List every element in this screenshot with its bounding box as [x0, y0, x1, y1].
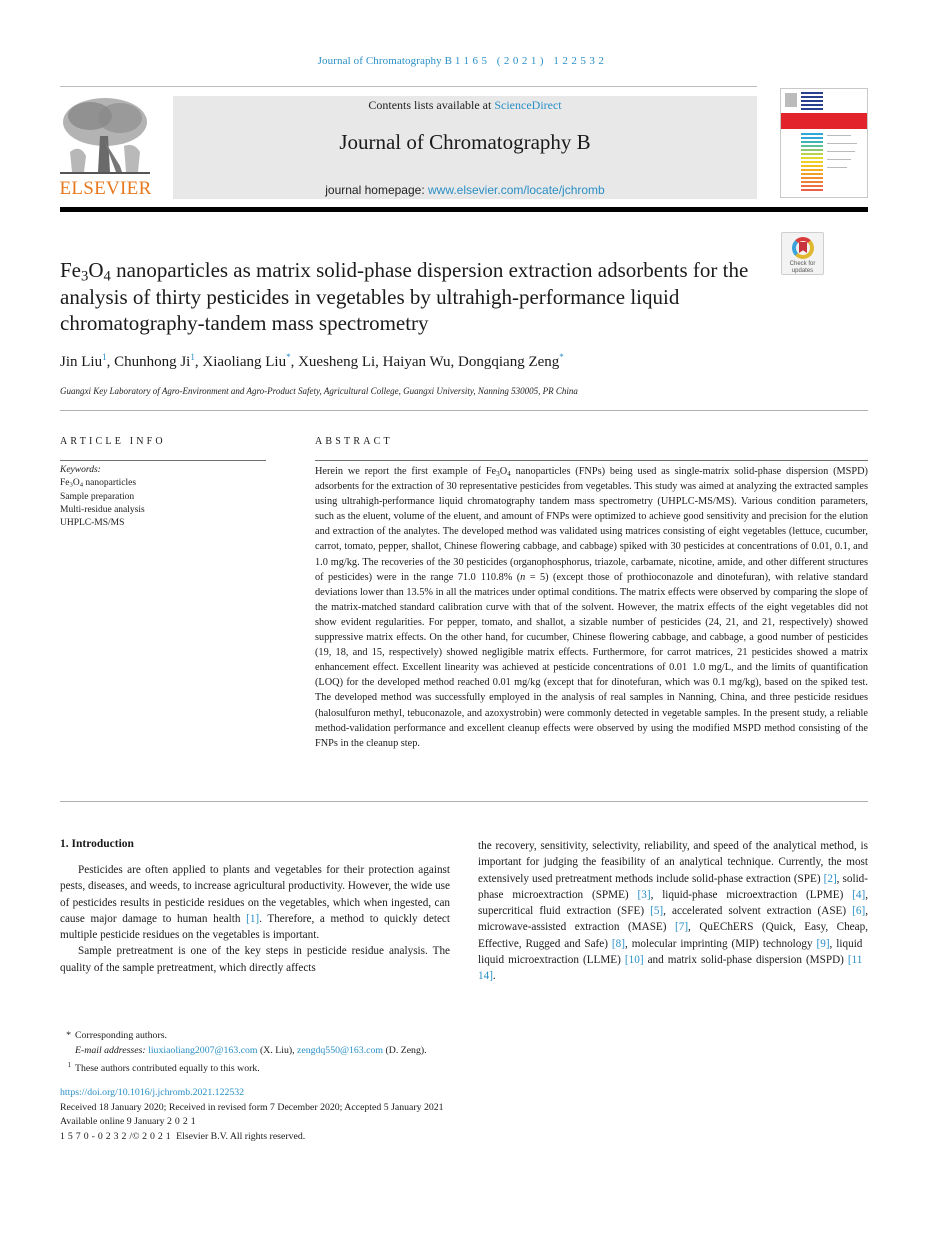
article-title: $Fe_3O_4$ nanoparticles as matrix solid-phase dispersion extraction adsorbents for the analysis of thirty pesticides in vegetables by ultrahigh-performance liquid chromatography-tandem mass spectrometry	[60, 258, 749, 335]
article-info-heading: ARTICLE INFO	[60, 436, 166, 447]
journal-title: Journal of Chromatography B	[339, 130, 591, 154]
check-for-updates-button[interactable]	[781, 232, 824, 275]
journal-cover-thumbnail[interactable]	[780, 88, 868, 198]
paragraph: Pesticides are often applied to plants and vegetables for their protection against pests, diseases, and weeds, to increase agricultural productivity. However, the wide use of pesticides results in pesticide residues on the vegetables, which when ingested, can cause major damage to human health [1]. Therefore, a method to quickly detect multiple pesticide residues on the vegetables is important.	[60, 864, 450, 942]
copyright: 1570-0232/© 2021 Elsevier B.V. All rights reserved.	[60, 1130, 306, 1142]
header-top-divider	[60, 86, 757, 87]
publisher-name: ELSEVIER	[59, 178, 152, 199]
email-link[interactable]: zengdq550@163.com	[297, 1044, 384, 1056]
affiliation: Guangxi Key Laboratory of Agro-Environment and Agro-Product Safety, Agricultural College, Guangxi University, Nanning 530005, PR China	[60, 386, 578, 396]
section-heading-introduction: 1. Introduction	[60, 838, 134, 850]
corresponding-footnote: * Corresponding authors.	[66, 1030, 167, 1041]
reference-link[interactable]: [6]	[852, 905, 866, 918]
author[interactable]: Xuesheng Li	[298, 354, 376, 370]
doi-link[interactable]: https://doi.org/10.1016/j.jchromb.2021.122532	[60, 1087, 245, 1098]
equal-contribution-footnote: 1 These authors contributed equally to this work.	[67, 1061, 260, 1074]
abstract-text: Herein we report the first example of $Fe_3O_4$ nanoparticles (FNPs) being used as single-matrix solid-phase dispersion (MSPD) adsorbents for the extraction of 30 representative pesticides from vegetables. This study was aimed at analyzing the extracted samples using ultrahigh-performance liquid chromatography tandem mass spectrometry (UHPLC-MS/MS). Various condition parameters, such as the eluent, volume of the eluent, and amount of FNPs were optimized to achieve good sensitivity and precision for the elution and extraction of the analytes. The developed method was validated using matrices consisting of eight vegetables (lettuce, cucumber, carrot, tomato, pepper, shallot, Chinese flowering cabbage, and cabbage) spiked with 30 pesticides at concentrations of 0.01, 0.1, and 1.0 mg/kg. The recoveries of the 30 pesticides (organophosphorus, triazole, carbamate, nicotine, amide, and other different structures of pesticides) were in the range 71.0 110.8% (n = 5) (except those of prothioconazole and dinotefuran), with relative standard deviations lower than 13.5% in all the matrices under optimal conditions. The matrix effects were observed by comparing the slope of the matrix-matched standard calibration curve with that of the solvent. However, the matrix effects of the eight vegetables did not show evident regularities. For pepper, tomato, and shallot, a sizable number of pesticides (24, 21, and 21, respectively) showed suppressive matrix effects. On the other hand, for cucumber, Chinese flowering cabbage, and cabbage, a good number of pesticides (19, 18, and 15, respectively) showed negligible matrix effects. Furthermore, for carrot matrices, 21 pesticides showed a matrix enhancement effect. Excellent linearity was achieved at pesticide concentrations of 0.01 1.0 mg/L, and the limits of quantification (LOQ) for the developed method reached 0.01 mg/kg (except that for dinotefuran, which was 0.1 mg/kg), based on the spiked test. The developed method was successfully employed in the analysis of real samples in Nanning, China, and three pesticide residues (halosulfuron methyl, tebuconazole, and azoxystrobin) were commonly detected in vegetable samples. In the present study, a reliable method-validation performance and excellent cleanup effects were observed by using the modified MSPD method consisting of the FNPs in the cleanup step.	[315, 466, 868, 749]
publisher-logo	[58, 96, 153, 201]
abstract-bottom-divider	[60, 801, 868, 802]
keywords-label: Keywords:	[60, 465, 101, 475]
available-online: Available online 9 January 2021	[60, 1116, 199, 1127]
publication-info	[60, 1086, 760, 1144]
keywords	[60, 464, 270, 530]
author-footnote-mark[interactable]: 1	[190, 352, 195, 362]
body-column-left	[60, 862, 450, 976]
section-divider	[60, 410, 868, 411]
sciencedirect-link[interactable]: ScienceDirect	[494, 98, 562, 112]
cover-red-band	[781, 113, 867, 129]
elsevier-tree-icon	[60, 96, 150, 176]
keyword: $Fe_3O_4$ nanoparticles	[60, 478, 137, 489]
keyword: Sample preparation	[60, 491, 135, 502]
author[interactable]: Haiyan Wu	[382, 354, 451, 370]
author-list: Jin Liu$^1$, Chunhong Ji$^1$, Xiaoliang Liu*, Xuesheng Li, Haiyan Wu, Dongqiang Zeng*	[60, 352, 564, 370]
keyword: UHPLC-MS/MS	[60, 518, 125, 529]
contents-availability: Contents lists available at ScienceDirect	[368, 98, 562, 112]
header-rule	[60, 207, 868, 212]
author-footnote-mark[interactable]: *	[559, 352, 564, 362]
reference-link[interactable]: [3]	[637, 888, 651, 901]
cover-logo-icon	[785, 93, 797, 107]
journal-homepage-link[interactable]: www.elsevier.com/locate/jchromb	[428, 183, 605, 197]
reference-link[interactable]: [9]	[816, 937, 830, 950]
reference-link[interactable]: [4]	[852, 888, 866, 901]
reference-link[interactable]: [1]	[246, 912, 260, 925]
keyword: Multi-residue analysis	[60, 504, 145, 515]
author[interactable]: Chunhong Ji	[114, 354, 191, 370]
reference-link[interactable]: [5]	[650, 905, 664, 918]
author-footnote-mark[interactable]: 1	[102, 352, 107, 362]
reference-link[interactable]: [11 14]	[478, 954, 868, 983]
body-column-right	[478, 838, 868, 985]
paragraph: Sample pretreatment is one of the key steps in pesticide residue analysis. The quality of the sample pretreatment, which directly affects	[60, 945, 450, 974]
abstract-divider	[315, 460, 868, 461]
paragraph: the recovery, sensitivity, selectivity, reliability, and speed of the analytical method, is important for judging the feasibility of an analytical technique. Currently, the most extensively used pretreatment methods include solid-phase extraction (SPE) [2], solid-phase microextraction (SPME) [3], liquid-phase microextraction (LPME) [4], supercritical fluid extraction (SFE) [5], accelerated solvent extraction (ASE) [6], microwave-assisted extraction (MASE) [7], QuEChERS (Quick, Easy, Cheap, Effective, Rugged and Safe) [8], molecular imprinting (MIP) technology [9], liquid liquid microextraction (LLME) [10] and matrix solid-phase dispersion (MSPD) [11 14].	[478, 840, 869, 983]
reference-link[interactable]: [8]	[611, 937, 625, 950]
running-citation[interactable]	[0, 55, 925, 67]
journal-homepage: journal homepage: www.elsevier.com/locate/jchromb	[325, 183, 605, 197]
reference-link[interactable]: [10]	[624, 954, 644, 967]
email-footnote: E-mail addresses: liuxiaoliang2007@163.com (X. Liu), zengdq550@163.com (D. Zeng).	[75, 1044, 427, 1056]
article-info-divider	[60, 460, 266, 461]
citation-journal[interactable]: Journal of Chromatography B	[317, 55, 453, 67]
author[interactable]: Dongqiang Zeng	[458, 354, 560, 370]
author[interactable]: Xiaoliang Liu	[202, 354, 287, 370]
footnotes	[60, 1029, 660, 1077]
reference-link[interactable]: [7]	[675, 921, 689, 934]
journal-masthead-band	[173, 96, 757, 199]
reference-link[interactable]: [2]	[823, 872, 837, 885]
abstract-heading: ABSTRACT	[315, 436, 393, 447]
author[interactable]: Jin Liu	[60, 354, 103, 370]
email-link[interactable]: liuxiaoliang2007@163.com	[148, 1044, 258, 1056]
citation-volume[interactable]: 1165 (2021) 122532	[454, 55, 608, 67]
check-updates-label: Check for updates	[789, 261, 816, 274]
author-footnote-mark[interactable]: *	[286, 352, 291, 362]
publication-history: Received 18 January 2020; Received in revised form 7 December 2020; Accepted 5 January 2021	[60, 1101, 444, 1113]
